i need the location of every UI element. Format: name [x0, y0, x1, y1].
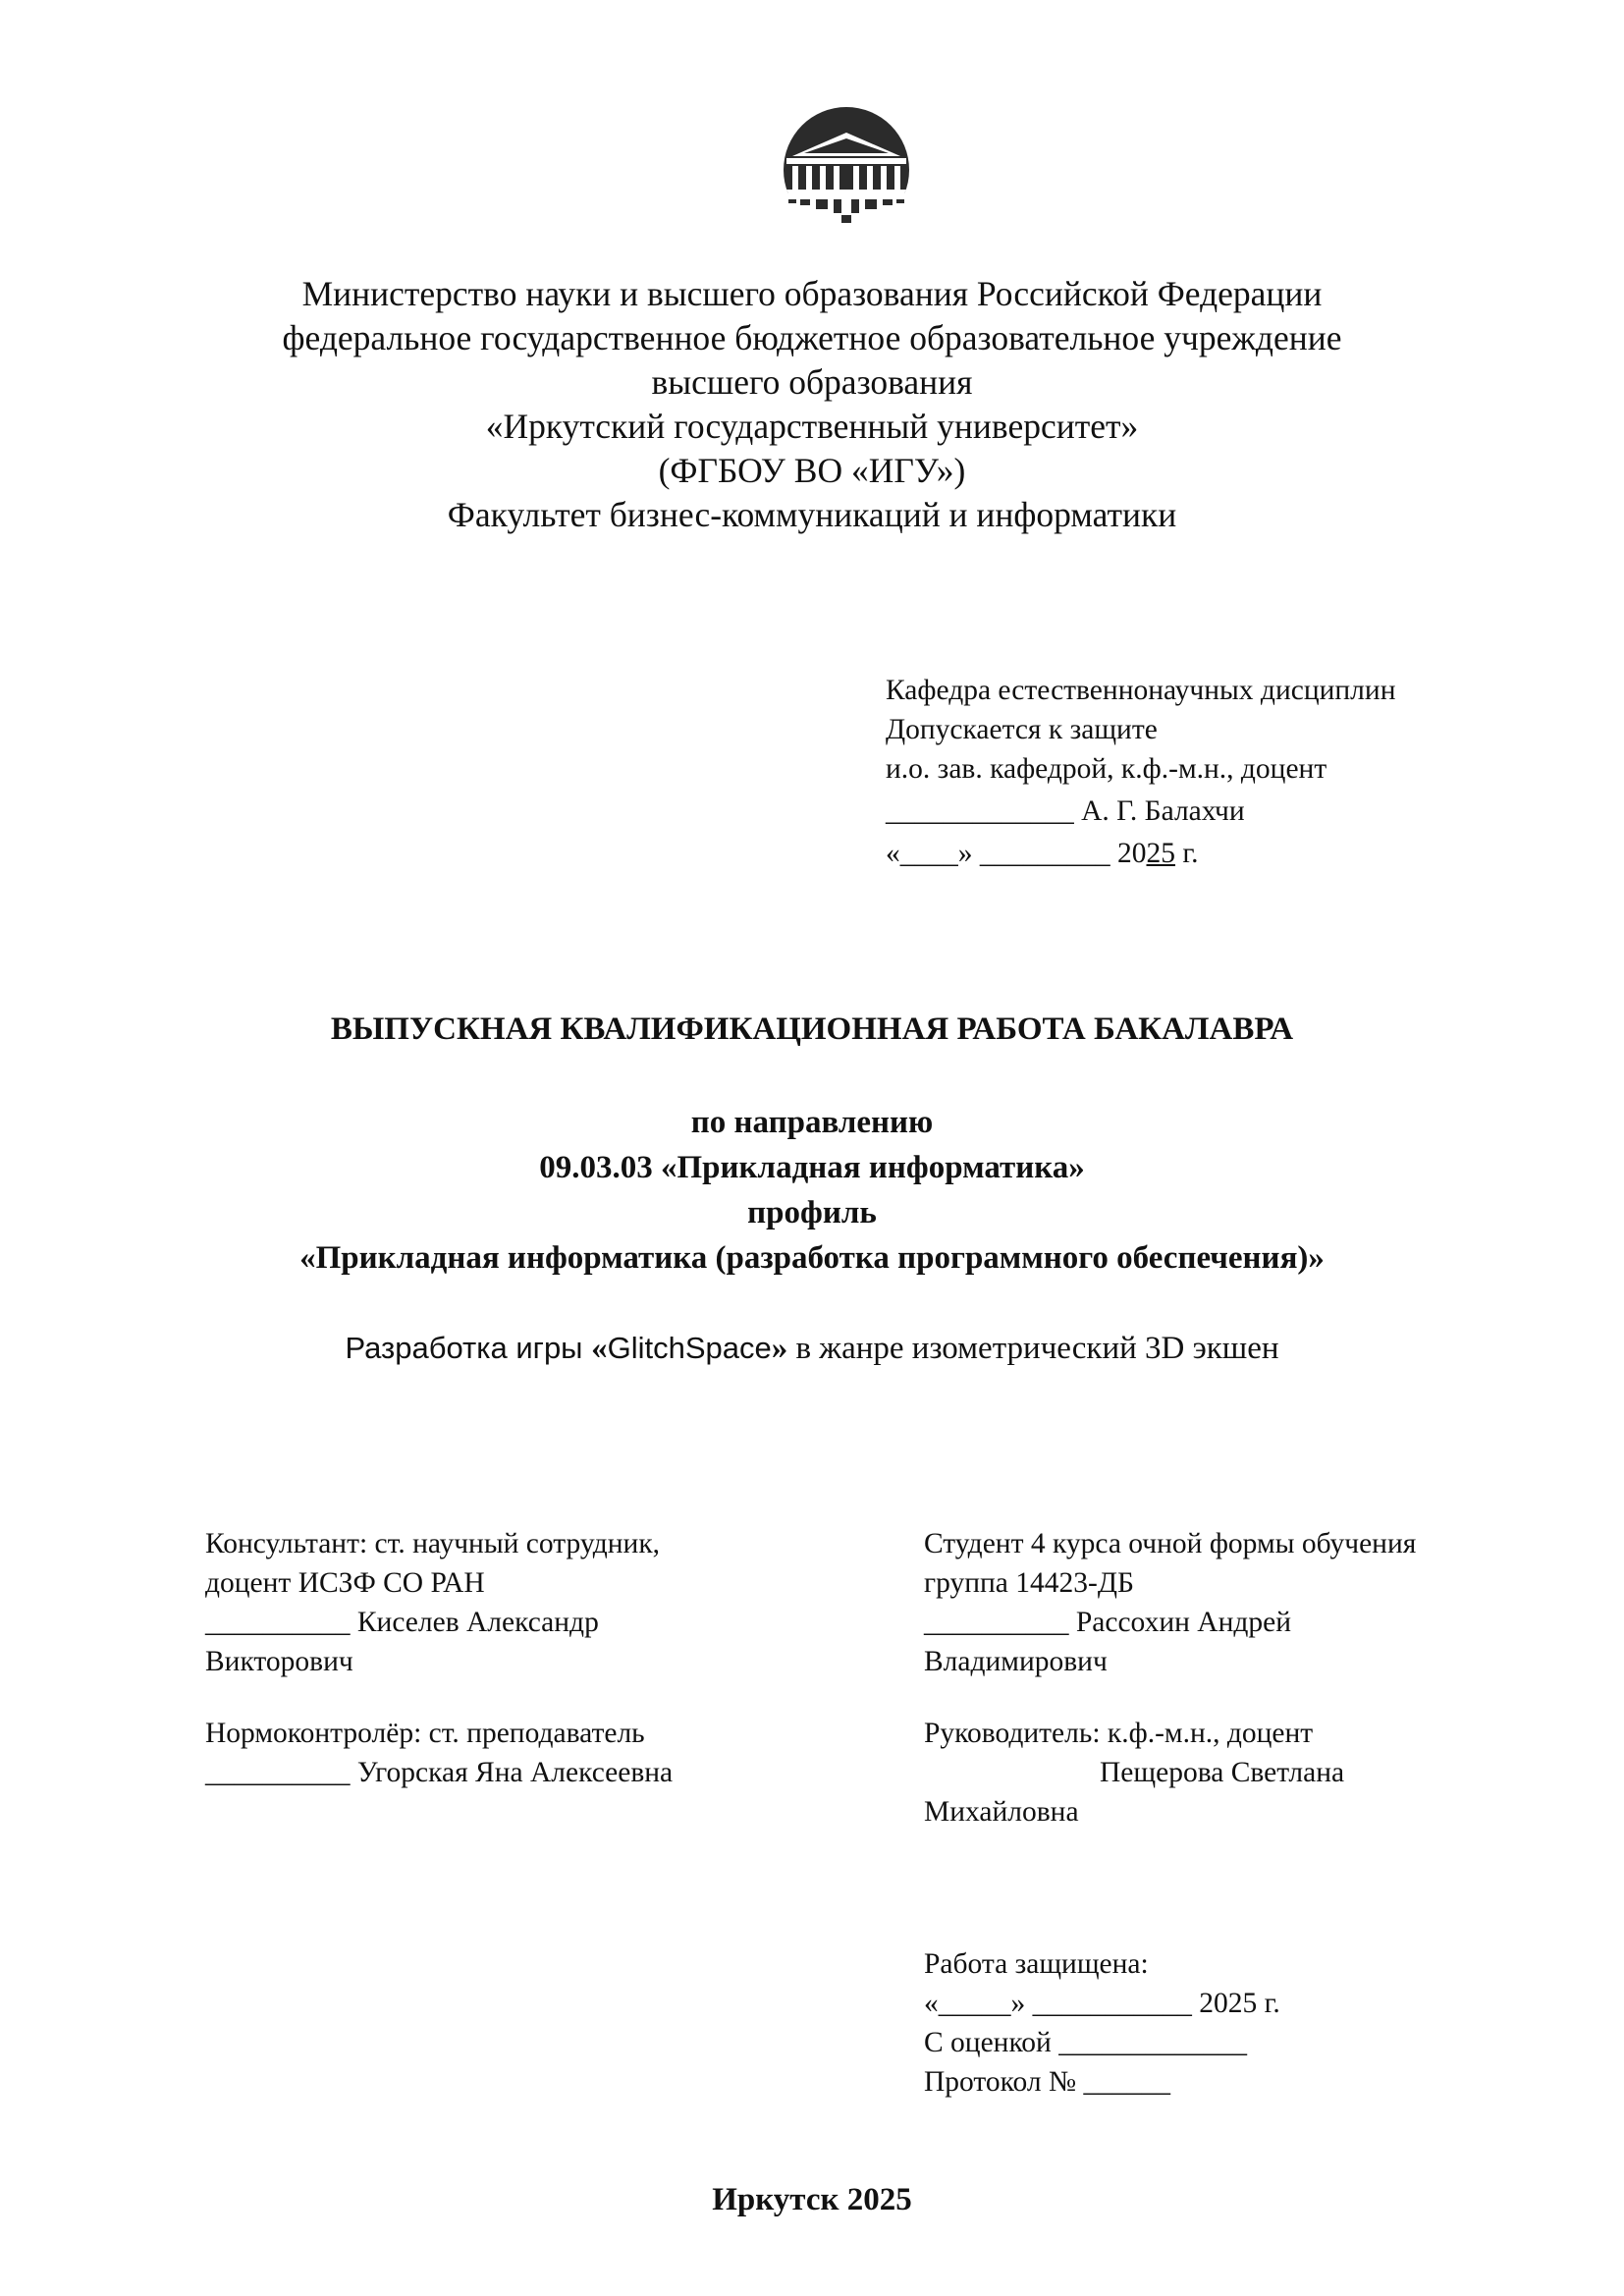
education-level-line: высшего образования	[651, 362, 973, 402]
approval-date-suffix: г.	[1175, 838, 1199, 869]
consultant-patronymic: Викторович	[205, 1646, 353, 1677]
department-line: Кафедра естественнонаучных дисциплин	[886, 675, 1396, 706]
approval-date-year: 25	[1146, 838, 1175, 869]
approval-date-prefix: «____» _________ 20	[886, 838, 1147, 869]
profile-name: «Прикладная информатика (разработка программного обеспечения)»	[299, 1240, 1325, 1276]
student-course: Студент 4 курса очной формы обучения	[924, 1528, 1417, 1559]
document-title: ВЫПУСКНАЯ КВАЛИФИКАЦИОННАЯ РАБОТА БАКАЛАВРА	[330, 1011, 1294, 1047]
supervisor-name: Пещерова Светлана	[1100, 1757, 1345, 1788]
consultant-affiliation: доцент ИСЗФ СО РАН	[205, 1567, 485, 1599]
direction-code: 09.03.03 «Прикладная информатика»	[539, 1150, 1085, 1185]
topic-part1: Разработка игры	[345, 1331, 592, 1365]
consultant-signature: __________ Киселев Александр	[205, 1607, 599, 1638]
direction-label: по направлению	[690, 1105, 934, 1140]
defense-grade: С оценкой _____________	[924, 2027, 1247, 2058]
university-abbr-line: (ФГБОУ ВО «ИГУ»)	[658, 451, 966, 490]
defense-date: «_____» ___________ 2025 г.	[924, 1988, 1280, 2019]
normocontroller-position: Нормоконтролёр: ст. преподаватель	[205, 1718, 645, 1749]
student-signature: __________ Рассохин Андрей	[924, 1607, 1292, 1638]
thesis-topic	[0, 1331, 1624, 1367]
admitted-line: Допускается к защите	[886, 714, 1158, 745]
ministry-line: Министерство науки и высшего образования Российской Федерации	[301, 274, 1323, 313]
approval-date-line	[886, 834, 1199, 873]
normocontroller-signature: __________ Угорская Яна Алексеевна	[205, 1757, 674, 1788]
defense-label: Работа защищена:	[924, 1948, 1149, 1980]
topic-part2: в жанре изометрический 3D экшен	[787, 1331, 1279, 1366]
topic-quote-close: »	[771, 1331, 788, 1366]
consultant-position: Консультант: ст. научный сотрудник,	[205, 1528, 661, 1559]
institution-type-line: федеральное государственное бюджетное образовательное учреждение	[282, 318, 1342, 357]
topic-quote-open: «	[591, 1331, 608, 1366]
faculty-line: Факультет бизнес-коммуникаций и информатики	[447, 495, 1177, 534]
supervisor-position: Руководитель: к.ф.-м.н., доцент	[924, 1718, 1314, 1749]
university-name-line: «Иркутский государственный университет»	[485, 407, 1139, 446]
head-signature-line: _____________ А. Г. Балахчи	[886, 795, 1245, 827]
student-patronymic: Владимирович	[924, 1646, 1108, 1677]
head-of-department-line: и.о. зав. кафедрой, к.ф.-м.н., доцент	[886, 753, 1327, 785]
defense-protocol: Протокол № ______	[924, 2066, 1170, 2098]
city-year: Иркутск 2025	[712, 2182, 912, 2217]
student-group: группа 14423-ДБ	[924, 1567, 1134, 1599]
university-logo-icon	[773, 103, 920, 231]
supervisor-patronymic: Михайловна	[924, 1796, 1079, 1828]
profile-label: профиль	[747, 1195, 877, 1230]
topic-game-name: GlitchSpace	[607, 1331, 772, 1365]
